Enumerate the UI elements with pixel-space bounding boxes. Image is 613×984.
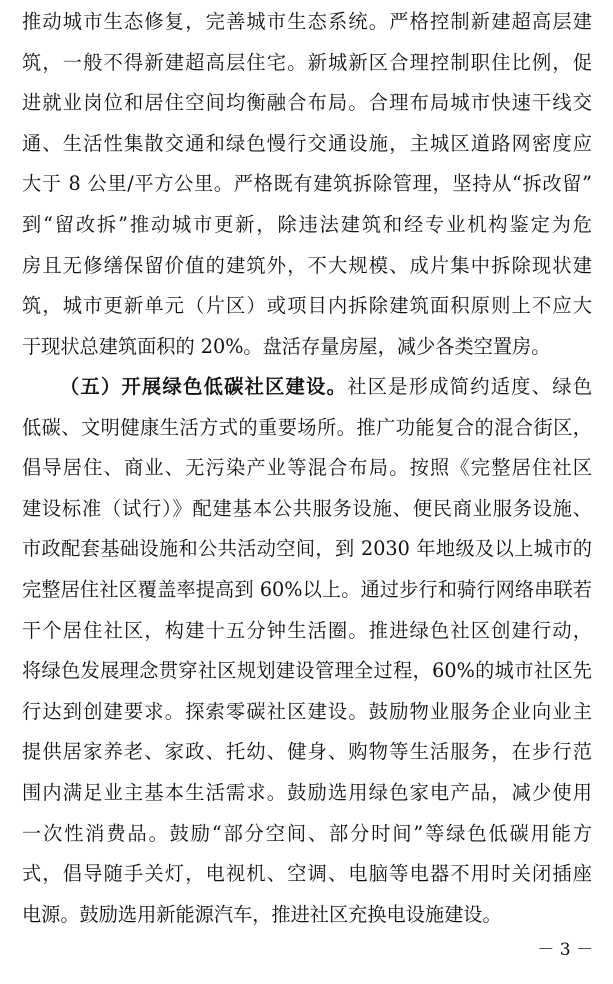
section-heading: （五）开展绿色低碳社区建设。 bbox=[60, 375, 348, 398]
text-line: 于现状总建筑面积的 20%。盘活存量房屋，减少各类空置房。 bbox=[22, 334, 551, 358]
text-line: 房且无修缮保留价值的建筑外，不大规模、成片集中拆除现状建 bbox=[22, 253, 592, 277]
text-line: 提供居家养老、家政、托幼、健身、购物等生活服务，在步行范 bbox=[22, 740, 592, 764]
text-line: 建设标准（试行）》配建基本公共服务设施、便民商业服务设施、 bbox=[22, 496, 592, 520]
text-line: 低碳、文明健康生活方式的重要场所。推广功能复合的混合街区， bbox=[22, 415, 592, 439]
text-line bbox=[22, 367, 592, 408]
heading-line-rest: 社区是形成简约适度、绿色 bbox=[347, 375, 592, 398]
paragraph-green-community bbox=[22, 367, 592, 935]
text-line: 推动城市生态修复，完善城市生态系统。严格控制新建超高层建 bbox=[22, 10, 592, 33]
text-line: 将绿色发展理念贯穿社区规划建设管理全过程，60%的城市社区先 bbox=[22, 659, 592, 683]
text-line: 倡导居住、商业、无污染产业等混合布局。按照《完整居住社区 bbox=[22, 456, 592, 480]
text-line: 围内满足业主基本生活需求。鼓励选用绿色家电产品，减少使用 bbox=[22, 780, 592, 804]
text-line: 大于 8 公里/平方公里。严格既有建筑拆除管理，坚持从“拆改留” bbox=[22, 172, 592, 196]
text-line: 筑，一般不得新建超高层住宅。新城新区合理控制职住比例，促 bbox=[22, 50, 592, 74]
text-line: 一次性消费品。鼓励“部分空间、部分时间”等绿色低碳用能方 bbox=[22, 821, 592, 845]
text-line: 行达到创建要求。探索零碳社区建设。鼓励物业服务企业向业主 bbox=[22, 699, 592, 723]
text-line: 完整居住社区覆盖率提高到 60%以上。通过步行和骑行网络串联若 bbox=[22, 577, 592, 601]
text-line: 电源。鼓励选用新能源汽车，推进社区充换电设施建设。 bbox=[22, 902, 502, 926]
text-line: 式，倡导随手关灯，电视机、空调、电脑等电器不用时关闭插座 bbox=[22, 862, 592, 886]
text-line: 筑，城市更新单元（片区）或项目内拆除建筑面积原则上不应大 bbox=[22, 294, 592, 318]
text-line: 市政配套基础设施和公共活动空间，到 2030 年地级及以上城市的 bbox=[22, 537, 592, 561]
text-line: 通、生活性集散交通和绿色慢行交通设施，主城区道路网密度应 bbox=[22, 131, 592, 155]
text-line: 干个居住社区，构建十五分钟生活圈。推进绿色社区创建行动， bbox=[22, 618, 592, 642]
page-number: － 3 － bbox=[537, 940, 593, 960]
text-line: 进就业岗位和居住空间均衡融合布局。合理布局城市快速干线交 bbox=[22, 91, 592, 115]
paragraph-urban-renewal bbox=[22, 2, 592, 367]
text-line: 到“留改拆”推动城市更新，除违法建筑和经专业机构鉴定为危 bbox=[22, 212, 592, 236]
